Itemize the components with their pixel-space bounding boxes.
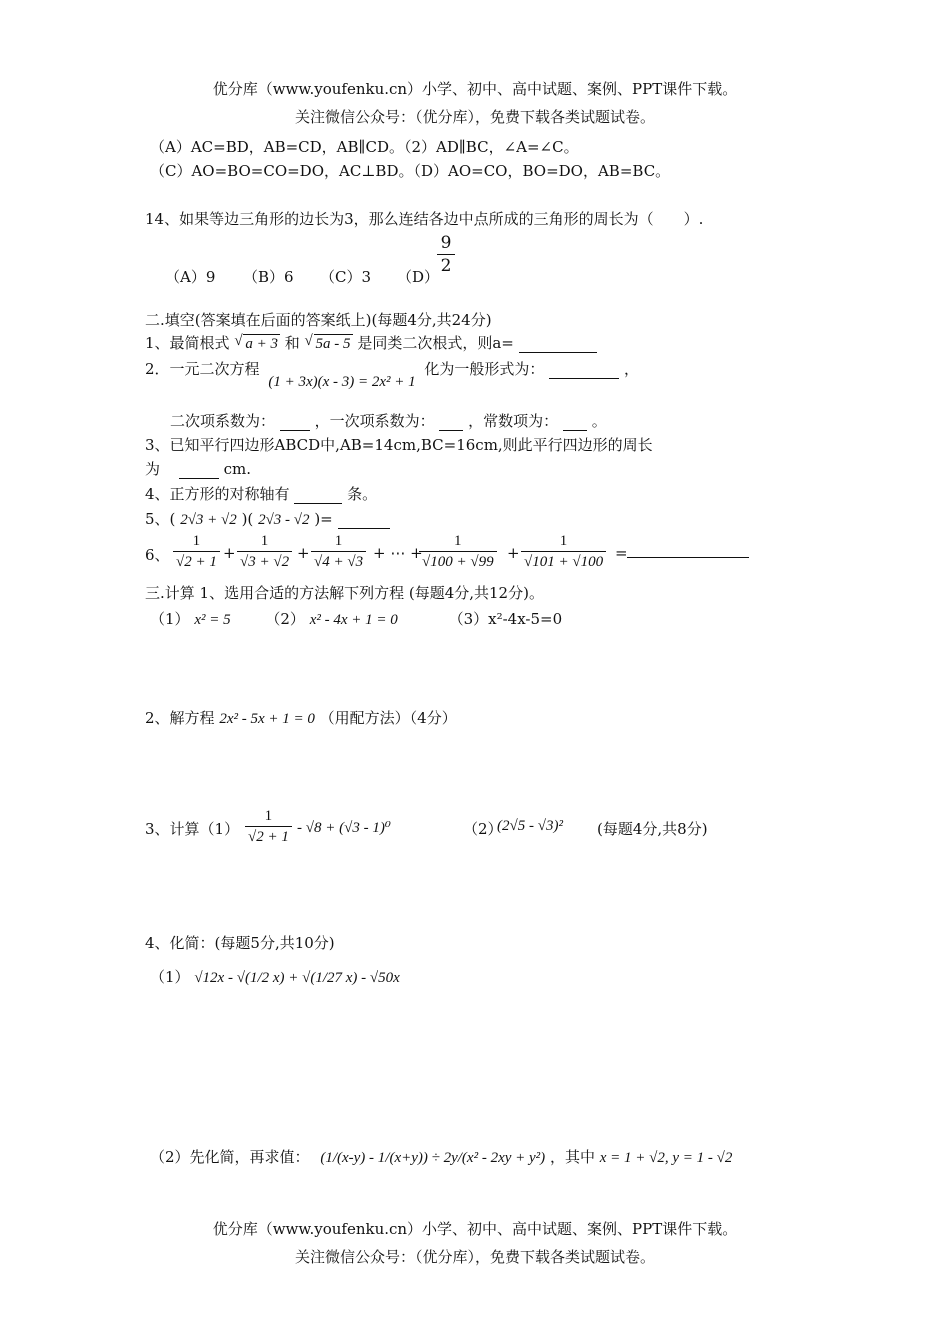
s3-p1-expression: x² = 5 [194,612,231,628]
q6-fraction-5 [521,531,606,572]
q14-option-d: （D） [397,268,440,286]
q2-text-a: 2．一元二次方程 [145,360,260,378]
q6-fraction-2 [237,531,292,572]
q2-linear-coef-label: ，一次项系数为： [314,412,435,430]
q13-options-row-1: （A）AC=BD，AB=CD，AB∥CD。（2）AD∥BC，∠A=∠C。 [150,138,579,156]
q5-expression-2: 2√3 - √2 [258,512,310,528]
q6-fraction-1 [173,531,220,572]
header-line-2: 关注微信公众号：（优分库），免费下载各类试题试卷。 [294,108,655,126]
section3-q4-1 [150,966,400,987]
q6-fraction-5-num: 1 [559,533,568,549]
q6-fraction-3-num: 1 [334,533,343,549]
q2-quadratic-coef-blank[interactable] [280,414,310,431]
section2-q3-line2 [145,458,251,479]
footer-line-2: 关注微信公众号：（优分库），免费下载各类试题试卷。 [294,1248,655,1266]
q1-text-b: 和 [284,334,300,352]
s3-p3: （3）x²-4x-5=0 [448,610,563,628]
q2-general-form-blank[interactable] [549,362,619,379]
s3-q3-text-b: （2） [463,820,503,838]
q2-line2-end: 。 [591,412,607,430]
s3-q4-1-expression: √12x - √(1/2 x) + √(1/27 x) - √50x [194,970,400,986]
section2-q3-line1: 3、已知平行四边形ABCD中,AB=14cm,BC=16cm,则此平行四边形的周长 [145,436,653,454]
q1-text-c: 是同类二次根式，则a= [357,334,514,352]
q6-fraction-4-den: √100 + √99 [419,551,497,572]
q14-stem: 14、如果等边三角形的边长为3，那么连结各边中点所成的三角形的周长为（ ）. [145,210,704,228]
q3-text-b: cm. [223,460,251,478]
q13-options-row-2: （C）AO=BO=CO=DO，AC⊥BD。（D）AO=CO，BO=DO，AB=BC。 [150,162,671,180]
q5-text-b: )( [241,510,254,528]
s3-q3-expression-2: (2√5 - √3)² [497,818,563,834]
q6-plus-1: + [223,544,236,562]
s3-q4-2-text-a: （2）先化简，再求值： [150,1148,310,1166]
q6-plus-2: + [297,544,310,562]
s3-q4-2-expression: (1/(x-y) - 1/(x+y)) ÷ 2y/(x² - 2xy + y²) [320,1150,546,1166]
s3-q3-fraction-den: √2 + 1 [245,826,292,847]
q6-fraction-1-den: √2 + 1 [173,551,220,572]
q1-radicand-1: a + 3 [245,336,278,352]
q6-plus-3: + [507,544,520,562]
q2-quadratic-coef-label: 二次项系数为： [170,412,276,430]
q2-equation: (1 + 3x)(x - 3) = 2x² + 1 [268,374,416,390]
s3-q4-2-condition: x = 1 + √2, y = 1 - √2 [599,1150,733,1166]
section3-q2 [145,707,457,728]
q6-ellipsis: + ⋯ + [373,544,423,562]
q5-text-c: )= [314,510,333,528]
q4-text-b: 条。 [347,485,378,503]
q6-equals: = [615,544,628,562]
q1-radical-2 [305,334,353,353]
section2-q1 [145,332,597,353]
section2-q4 [145,483,377,504]
q5-answer-blank[interactable] [338,512,390,529]
q14-option-d-denominator: 2 [437,254,455,277]
q1-radical-1 [234,334,280,353]
q14-option-d-fraction [437,232,455,277]
q4-text-a: 4、正方形的对称轴有 [145,485,290,503]
s3-q4-2-text-b: ，其中 [549,1148,595,1166]
q2-text-c: ， [624,360,640,378]
q2-constant-blank[interactable] [563,414,587,431]
section3-q1-parts [150,608,562,629]
s3-p2-expression: x² - 4x + 1 = 0 [309,612,398,628]
section2-q5 [145,508,390,529]
s3-q3-text-c: (每题4分,共8分) [597,820,708,838]
s3-q3-text-a: 3、计算（1） [145,820,240,838]
s3-q2-expression: 2x² - 5x + 1 = 0 [219,711,315,727]
section3-q4-title: 4、化简：(每题5分,共10分) [145,934,335,952]
q14-option-a: （A）9 [165,268,216,286]
q6-fraction-4-num: 1 [454,533,462,549]
section3-title: 三.计算 1、选用合适的方法解下列方程 (每题4分,共12分)。 [145,584,544,602]
q6-fraction-3 [311,531,366,572]
q5-text-a: 5、( [145,510,176,528]
q5-expression-1: 2√3 + √2 [180,512,237,528]
q1-radicand-2: 5a - 5 [315,336,351,352]
s3-q3-expression-1-tail: - √8 + (√3 - 1)⁰ [297,820,391,836]
q6-fraction-1-num: 1 [192,533,201,549]
q2-linear-coef-blank[interactable] [439,414,463,431]
q3-perimeter-blank[interactable] [179,462,219,479]
s3-q3-fraction-num: 1 [264,808,273,824]
s3-q4-1-label: （1） [150,968,190,986]
q3-text-a: 为 [145,460,161,478]
q6-fraction-2-num: 1 [260,533,269,549]
section2-title: 二.填空(答案填在后面的答案纸上)(每题4分,共24分) [145,311,492,329]
q2-constant-label: ，常数项为： [468,412,559,430]
q1-text-a: 1、最简根式 [145,334,230,352]
header-line-1: 优分库（www.youfenku.cn）小学、初中、高中试题、案例、PPT课件下载。 [212,80,738,98]
q1-answer-blank[interactable] [519,336,597,353]
s3-p2-label: （2） [265,610,305,628]
section2-q2-line2 [170,410,607,431]
q6-fraction-2-den: √3 + √2 [237,551,292,572]
section3-q4-2 [150,1146,732,1167]
s3-q3-fraction [245,806,292,847]
s3-q2-text-b: （用配方法）（4分） [319,709,457,727]
q6-fraction-5-den: √101 + √100 [521,551,606,572]
q2-text-b: 化为一般形式为： [424,360,545,378]
footer-line-1: 优分库（www.youfenku.cn）小学、初中、高中试题、案例、PPT课件下载。 [212,1220,738,1238]
q6-answer-blank[interactable] [627,541,749,558]
q4-axes-blank[interactable] [294,487,342,504]
s3-p1-label: （1） [150,610,190,628]
q14-option-b: （B）6 [243,268,294,286]
q6-fraction-4 [419,531,497,572]
q6-fraction-3-den: √4 + √3 [311,551,366,572]
s3-q2-text-a: 2、解方程 [145,709,215,727]
q14-option-d-numerator: 9 [440,233,452,253]
section2-q2 [145,358,640,390]
q6-label: 6、 [145,546,170,564]
q14-option-c: （C）3 [320,268,372,286]
